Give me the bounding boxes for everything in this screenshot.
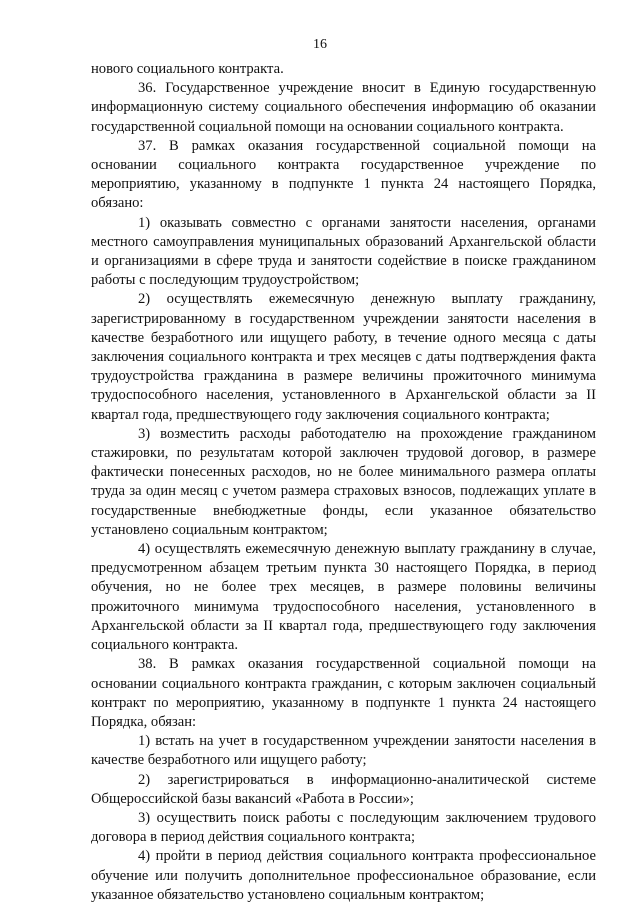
paragraph-37-item-4: 4) осуществлять ежемесячную денежную выплату гражданину в случае, предусмотренном абзацем третьим пункта 30 настоящего Порядка, в период обучения, но не более трех месяцев, в размере половины величины прожиточного минимума трудоспособного населения, установленного в Архангельской области за II квартал года, предшествующего году заключения социального контракта. xyxy=(91,541,596,654)
paragraph-37-item-3: 3) возместить расходы работодателю на прохождение гражданином стажировки, по результатам которой заключен трудовой договор, в размере фактически понесенных расходов, но не более минимального размера оплаты труда за один месяц с учетом размера страховых взносов, подлежащих уплате в государственные внебюджетные фонды, если указанное обязательство установлено социальным контрактом; xyxy=(91,425,596,538)
paragraph-continuation: нового социального контракта. xyxy=(91,61,284,77)
paragraph-38-item-3: 3) осуществить поиск работы с последующим заключением трудового договора в период действия социального контракта; xyxy=(91,809,596,846)
paragraph-38-item-4: 4) пройти в период действия социального контракта профессиональное обучение или получить дополнительное профессиональное образование, если указанное обязательство установлено социальным контрактом; xyxy=(91,848,596,903)
paragraph-38: 38. В рамках оказания государственной социальной помощи на основании социального контракта гражданин, с которым заключен социальный контракт по мероприятию, указанному в подпункте 1 пункта 24 настоящего Порядка, обязан: xyxy=(91,656,596,730)
paragraph-37-item-2: 2) осуществлять ежемесячную денежную выплату гражданину, зарегистрированному в государственном учреждении занятости населения в качестве безработного или ищущего работу, в течение одного месяца с даты заключения социального контракта и трех месяцев с даты подтверждения факта трудоустройства гражданина в размере величины прожиточного минимума трудоспособного населения, установленного в Архангельской области за II квартал года, предшествующего году заключения социального контракта; xyxy=(91,291,596,423)
paragraph-37-item-1: 1) оказывать совместно с органами занятости населения, органами местного самоуправления муниципальных образований Архангельской области и организациями в сфере труда и занятости содействие в поиске гражданином работы с последующим трудоустройством; xyxy=(91,214,596,289)
paragraph-37: 37. В рамках оказания государственной социальной помощи на основании социального контракта государственное учреждение по мероприятию, указанному в подпункте 1 пункта 24 настоящего Порядка, обязано: xyxy=(91,137,596,212)
paragraph-36: 36. Государственное учреждение вносит в Единую государственную информационную систему социального обеспечения информацию об оказании государственной социальной помощи на основании социального контракта. xyxy=(91,80,596,135)
page-number: 16 xyxy=(313,37,327,52)
paragraph-38-item-1: 1) встать на учет в государственном учреждении занятости населения в качестве безработного или ищущего работу; xyxy=(91,733,596,769)
document-body xyxy=(91,60,596,905)
paragraph-38-item-2: 2) зарегистрироваться в информационно-аналитической системе Общероссийской базы вакансий «Работа в России»; xyxy=(91,771,596,807)
